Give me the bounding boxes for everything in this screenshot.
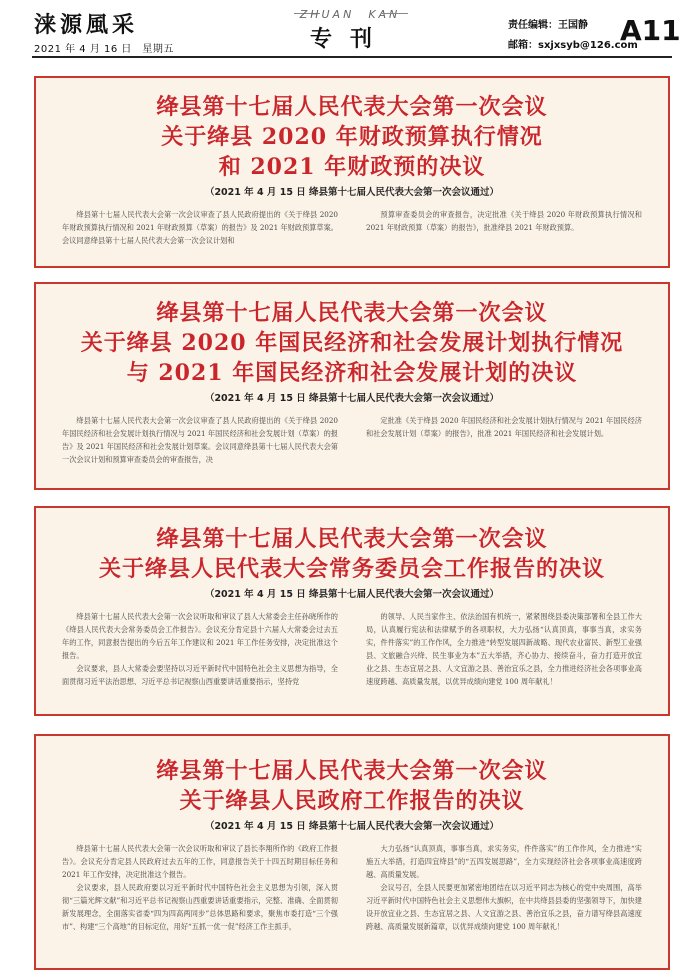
paragraph: 预算审查委员会的审查报告，决定批准《关于绛县 2020 年财政预算执行情况和 2021 年财政预算（草案）的报告》，批准绛县 2021 年财政预算。 <box>366 210 642 232</box>
article-title <box>36 298 668 388</box>
article-government-report-resolution <box>34 734 670 970</box>
paragraph: 绛县第十七届人民代表大会第一次会议听取和审议了县长李翔所作的《政府工作报告》。会议充分肯定县人民政府过去五年的工作，同意报告关于十四五时期目标任务和 2021 年工作安排，决定批准这个报告。 <box>62 844 338 879</box>
article-title <box>36 756 668 816</box>
paragraph: 绛县第十七届人民代表大会第一次会议审查了县人民政府提出的《关于绛县 2020 年财政预算执行情况和 2021 年财政预算（草案）的报告》及 2021 年财政预算草案。会议同意绛县第十七届人民代表大会第一次会议计划和 <box>62 210 338 245</box>
paragraph: 绛县第十七届人民代表大会第一次会议听取和审议了县人大常委会主任孙晓所作的《绛县人民代表大会常务委员会工作报告》。会议充分肯定县十六届人大常委会过去五年的工作，同意报告提出的今后五年工作建议和 2021 年工作任务安排，决定批准这个报告。 <box>62 612 338 660</box>
paragraph: 的领导、人民当家作主、依法治国有机统一，紧紧围绕县委决策部署和全县工作大局，认真履行宪法和法律赋予的各项职权，大力弘扬“认真顶真，事事当真，求实务实，件件落实”的工作作风，全力推进“转型发展四新战略、现代农业富民、新型工业强县、文旅融合兴绛、民生事业为本”五大举措，齐心协力、接续奋斗，奋力打造开放宜业之县、生态宜居之县、人文宜游之县、善治宜乐之县，全力推进经济社会各项事业高速度跨越、高质量发展，以优异成绩向建党 100 周年献礼！ <box>366 612 642 686</box>
article-subtitle: （2021 年 4 月 15 日 绛县第十七届人民代表大会第一次会议通过） <box>204 589 500 600</box>
body-column-left <box>62 208 338 247</box>
title-line: 绛县第十七届人民代表大会第一次会议 <box>156 94 548 120</box>
article-body <box>36 610 668 688</box>
paragraph: 绛县第十七届人民代表大会第一次会议审查了县人民政府提出的《关于绛县 2020 年国民经济和社会发展计划执行情况与 2021 年国民经济和社会发展计划（草案）的报告》及 2021 年国民经济和社会发展计划草案。会议同意绛县第十七届人民代表大会第一次会议计划和预算审查委员会的审查报告，决 <box>62 416 338 464</box>
title-line: 绛县第十七届人民代表大会第一次会议 <box>156 300 548 326</box>
body-column-right <box>366 208 642 247</box>
article-economic-plan-resolution <box>34 282 670 490</box>
section-rule-right <box>382 13 408 14</box>
paragraph: 会议要求，县人大常委会要坚持以习近平新时代中国特色社会主义思想为指导，全面贯彻习近平法治思想、习近平总书记视察山西重要讲话重要指示，坚持党 <box>62 664 338 686</box>
body-column-left <box>62 610 338 688</box>
article-subtitle: （2021 年 4 月 15 日 绛县第十七届人民代表大会第一次会议通过） <box>204 393 500 404</box>
article-body <box>36 414 668 466</box>
article-subtitle: （2021 年 4 月 15 日 绛县第十七届人民代表大会第一次会议通过） <box>204 821 500 832</box>
editor-email[interactable]: 邮箱：sxjxsyb@126.com <box>508 40 638 51</box>
publication-name: 涞源風采 <box>34 13 139 38</box>
article-subtitle: （2021 年 4 月 15 日 绛县第十七届人民代表大会第一次会议通过） <box>204 187 500 198</box>
body-column-left <box>62 414 338 466</box>
article-body <box>36 842 668 933</box>
editor-credit: 责任编辑：王国静 <box>508 20 588 31</box>
body-column-left <box>62 842 338 933</box>
title-line: 绛县第十七届人民代表大会第一次会议 <box>156 526 548 552</box>
paragraph: 会议号召，全县人民要更加紧密地团结在以习近平同志为核心的党中央周围，高举习近平新时代中国特色社会主义思想伟大旗帜，在中共绛县县委的坚强领导下，加快建设开放宜业之县、生态宜居之县、人文宜游之县、善治宜乐之县，奋力谱写绛县高速度跨越、高质量发展新篇章，以优异成绩向建党 100 周年献礼！ <box>366 883 642 931</box>
title-line: 关于绛县人民政府工作报告的决议 <box>179 788 525 814</box>
paragraph: 会议要求，县人民政府要以习近平新时代中国特色社会主义思想为引领，深入贯彻“三篇光辉文献”和习近平总书记视察山西重要讲话重要指示，完整、准确、全面贯彻新发展理念，全面落实省委“四为四高两同步”总体思路和要求，聚焦市委打造“三个强市”、构建“三个高地”的目标定位，用好“五抓一优一促”经济工作主抓手， <box>62 883 338 931</box>
page-number: A11 <box>620 14 681 47</box>
title-line: 关于绛县人民代表大会常务委员会工作报告的决议 <box>98 556 605 582</box>
article-body <box>36 208 668 247</box>
body-column-right <box>366 414 642 466</box>
section-name-en: ZHUAN KAN <box>299 8 401 21</box>
paragraph: 大力弘扬“认真顶真，事事当真，求实务实，件件落实”的工作作风，全力推进“实施五大举措，打造四宜绛县”的“五四发展思路”，全力实现经济社会各项事业高速度跨越、高质量发展。 <box>366 844 642 879</box>
body-column-right <box>366 842 642 933</box>
title-line: 关于绛县 2020 年财政预算执行情况 <box>161 124 543 150</box>
title-line: 和 2021 年财政预的决议 <box>218 154 486 180</box>
body-column-right <box>366 610 642 688</box>
article-title <box>36 92 668 182</box>
title-line: 与 2021 年国民经济和社会发展计划的决议 <box>126 360 578 386</box>
paragraph: 定批准《关于绛县 2020 年国民经济和社会发展计划执行情况与 2021 年国民经济和社会发展计划（草案）的报告》，批准 2021 年国民经济和社会发展计划。 <box>366 416 642 438</box>
title-line: 关于绛县 2020 年国民经济和社会发展计划执行情况 <box>80 330 624 356</box>
publication-date: 2021 年 4 月 16 日 星期五 <box>34 44 174 55</box>
title-line: 绛县第十七届人民代表大会第一次会议 <box>156 758 548 784</box>
masthead <box>0 0 700 58</box>
masthead-divider <box>32 56 672 58</box>
article-title <box>36 524 668 584</box>
article-budget-resolution <box>34 76 670 268</box>
article-standing-committee-resolution <box>34 506 670 716</box>
section-name-zh: 专刊 <box>309 27 390 52</box>
